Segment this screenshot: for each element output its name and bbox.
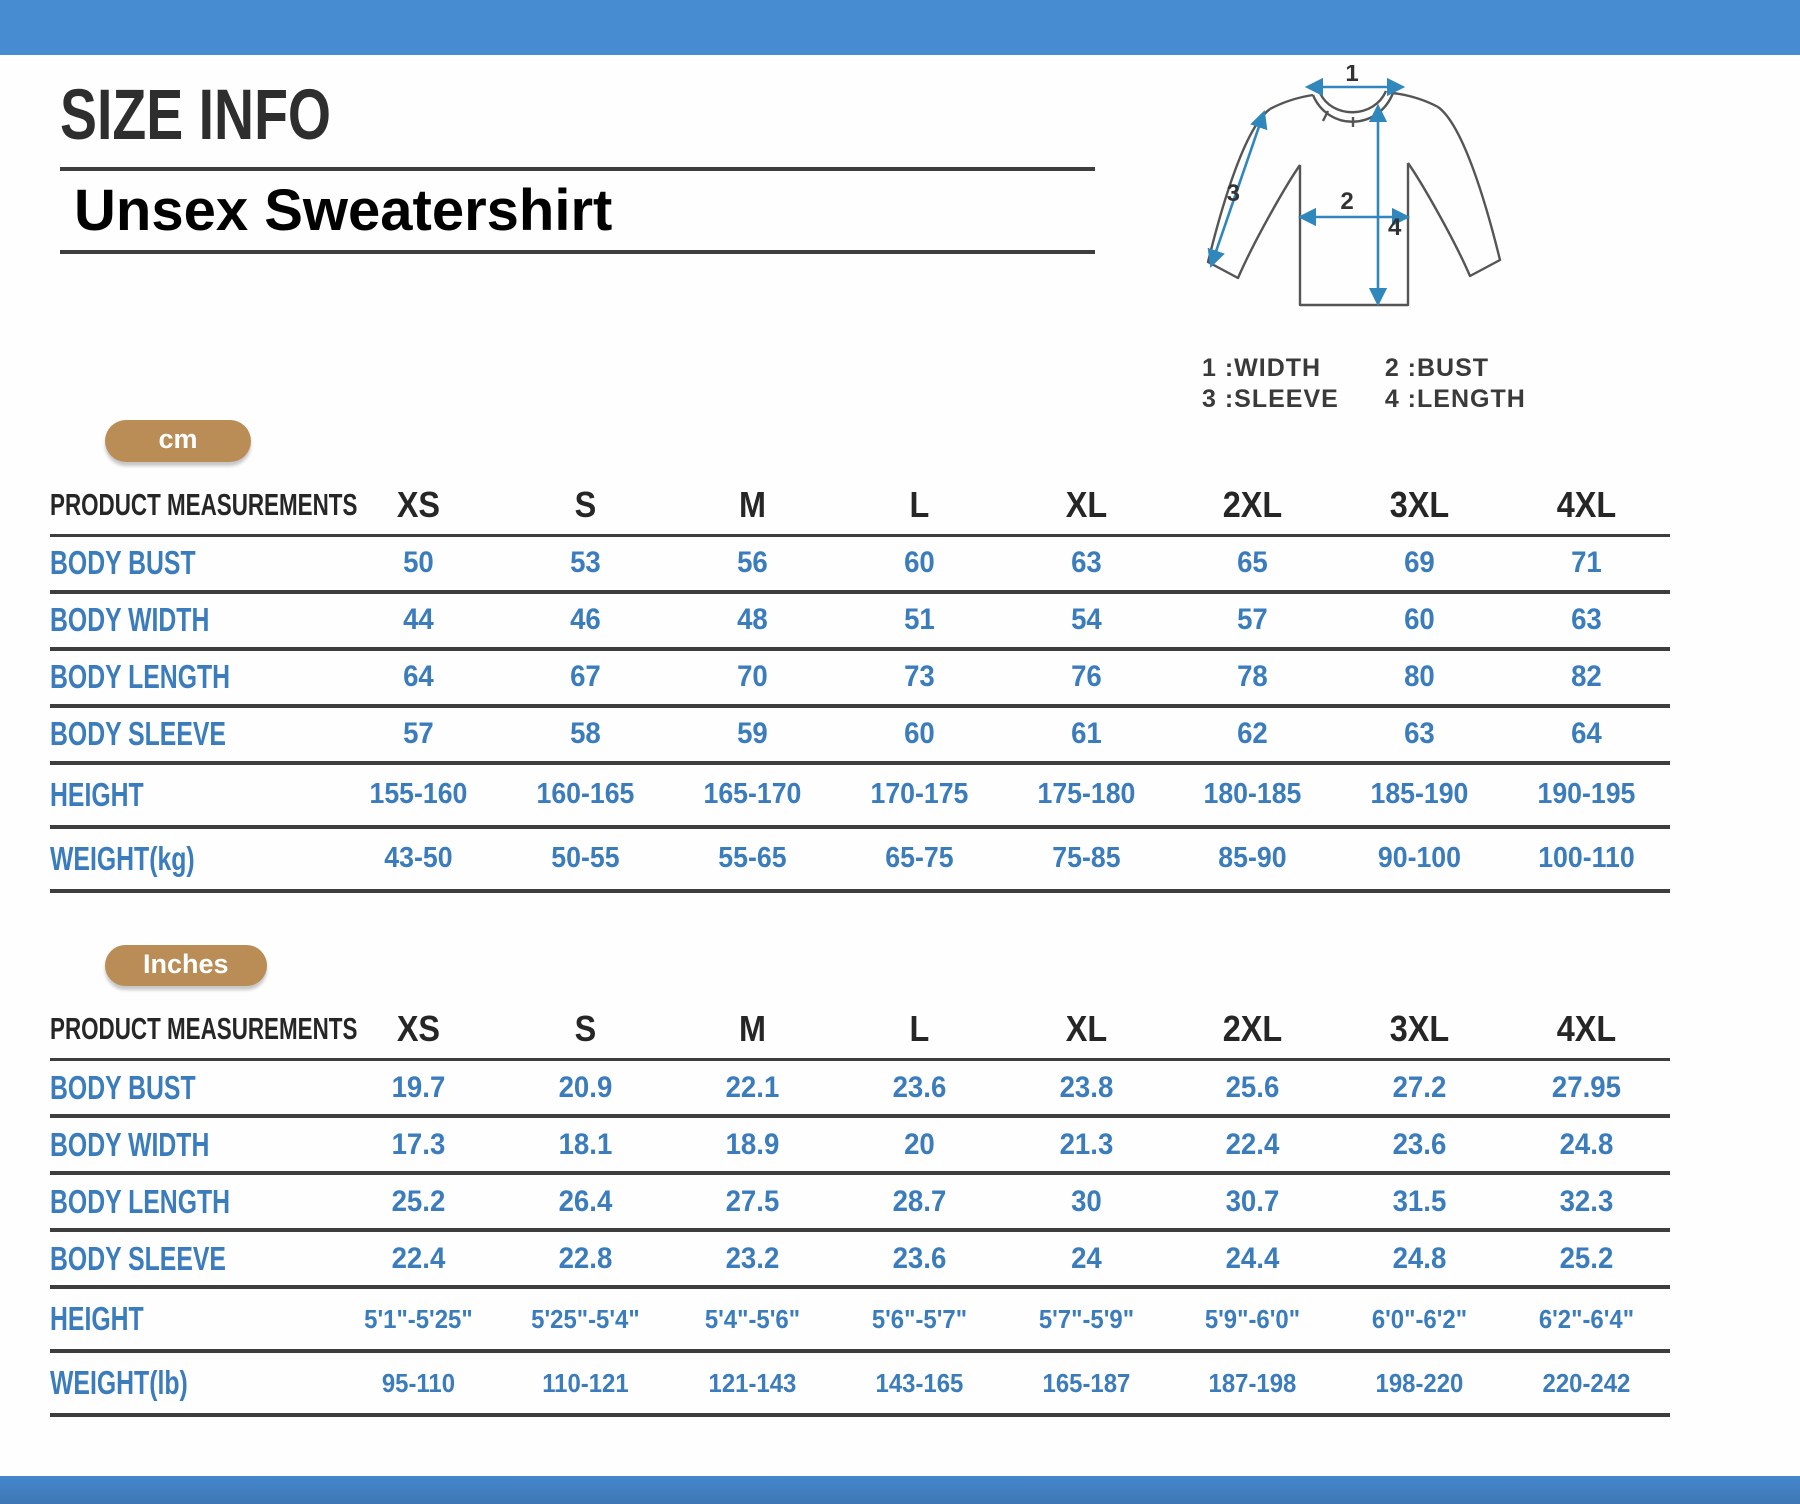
cell-value: 82	[1571, 660, 1602, 694]
size-table-inches	[50, 1000, 1670, 1417]
cell-value: 76	[1070, 660, 1102, 694]
column-header-size: 3XL	[1389, 483, 1450, 525]
cell-value: 165-170	[703, 778, 802, 811]
table-row	[50, 594, 1670, 651]
row-label: BODY SLEEVE	[50, 1239, 226, 1278]
cell-value: 5'9"-6'0"	[1205, 1303, 1301, 1334]
cell-value: 175-180	[1036, 778, 1135, 811]
row-label: BODY LENGTH	[50, 657, 231, 696]
cell-value: 27.2	[1392, 1070, 1447, 1104]
cell-value: 18.1	[558, 1127, 613, 1161]
cell-value: 23.2	[725, 1241, 780, 1275]
cell-value: 59	[736, 717, 768, 751]
cell-value: 21.3	[1059, 1127, 1113, 1161]
column-header-size: XS	[396, 1008, 441, 1050]
column-header-size: 2XL	[1223, 1008, 1283, 1050]
table-row	[50, 1118, 1670, 1175]
cell-value: 22.1	[725, 1070, 780, 1104]
cell-value: 51	[903, 603, 935, 637]
cell-value: 23.6	[892, 1241, 946, 1275]
column-header-size: XS	[396, 483, 441, 525]
cell-value: 25.2	[1559, 1241, 1614, 1275]
row-label: BODY LENGTH	[50, 1182, 231, 1221]
page-header	[0, 55, 1800, 414]
title-block	[60, 65, 1095, 254]
cell-value: 6'0"-6'2"	[1372, 1303, 1468, 1334]
column-header-size: S	[574, 1008, 597, 1050]
cell-value: 55-65	[718, 842, 787, 875]
cell-value: 85-90	[1218, 842, 1287, 875]
cell-value: 54	[1070, 603, 1102, 637]
row-label: HEIGHT	[50, 1299, 144, 1338]
product-name: Unsex Sweatershirt	[74, 178, 613, 243]
cell-value: 110-121	[542, 1367, 629, 1398]
cell-value: 22.4	[1225, 1127, 1280, 1161]
row-label: BODY WIDTH	[50, 600, 210, 639]
cell-value: 75-85	[1051, 842, 1121, 875]
cell-value: 100-110	[1538, 842, 1635, 875]
cell-value: 185-190	[1370, 778, 1469, 811]
column-header-size: XL	[1065, 483, 1107, 525]
cell-value: 56	[736, 546, 768, 580]
column-header-size: 3XL	[1389, 1008, 1450, 1050]
measurement-diagram	[1150, 65, 1550, 414]
cell-value: 5'4"-5'6"	[704, 1303, 800, 1334]
legend-length: 4 :LENGTH	[1384, 385, 1526, 413]
cell-value: 5'1"-5'25"	[364, 1303, 473, 1334]
cell-value: 80	[1404, 660, 1436, 694]
column-header-measurements: PRODUCT MEASUREMENTS	[50, 487, 358, 522]
table-row	[50, 651, 1670, 708]
table-header-row	[50, 1000, 1670, 1061]
unit-badge-cm: cm	[105, 420, 251, 462]
cell-value: 17.3	[391, 1127, 446, 1161]
cell-value: 73	[903, 660, 935, 694]
column-header-size: 4XL	[1556, 483, 1617, 525]
bottom-accent-bar	[0, 1476, 1800, 1504]
column-header-size: M	[738, 1008, 766, 1050]
cell-value: 23.8	[1059, 1070, 1113, 1104]
divider	[60, 250, 1095, 254]
cell-value: 23.6	[892, 1070, 946, 1104]
cell-value: 62	[1237, 717, 1269, 751]
cell-value: 22.4	[391, 1241, 446, 1275]
cell-value: 50-55	[551, 842, 620, 875]
column-header-size: XL	[1065, 1008, 1107, 1050]
cell-value: 220-242	[1542, 1367, 1631, 1398]
row-label: BODY WIDTH	[50, 1125, 210, 1164]
cell-value: 57	[1237, 603, 1269, 637]
table-row	[50, 765, 1670, 829]
cell-value: 121-143	[708, 1367, 797, 1398]
column-header-size: L	[909, 483, 929, 525]
cell-value: 5'6"-5'7"	[871, 1303, 967, 1334]
cell-value: 32.3	[1559, 1184, 1614, 1218]
cell-value: 44	[403, 603, 434, 637]
cell-value: 70	[736, 660, 768, 694]
page-title: SIZE INFO	[60, 74, 332, 154]
cell-value: 5'7"-5'9"	[1038, 1303, 1134, 1334]
cell-value: 22.8	[558, 1241, 613, 1275]
table-row	[50, 1353, 1670, 1417]
cell-value: 31.5	[1392, 1184, 1447, 1218]
cm-table-block	[50, 420, 1800, 893]
cell-value: 50	[403, 546, 434, 580]
cell-value: 160-165	[536, 778, 635, 811]
table-row	[50, 1289, 1670, 1353]
row-label: WEIGHT(kg)	[50, 839, 195, 878]
column-header-size: 4XL	[1556, 1008, 1617, 1050]
cell-value: 60	[903, 717, 935, 751]
cell-value: 71	[1571, 546, 1602, 580]
cell-value: 57	[403, 717, 434, 751]
cell-value: 24.8	[1392, 1241, 1447, 1275]
cell-value: 63	[1070, 546, 1102, 580]
column-header-measurements: PRODUCT MEASUREMENTS	[50, 1011, 358, 1046]
row-label: BODY SLEEVE	[50, 714, 226, 753]
cell-value: 23.6	[1392, 1127, 1447, 1161]
legend-sleeve: 3 :SLEEVE	[1202, 385, 1339, 413]
top-accent-bar	[0, 0, 1800, 55]
cell-value: 53	[569, 546, 601, 580]
marker-1-width: 1	[1345, 65, 1359, 87]
cell-value: 18.9	[725, 1127, 780, 1161]
cell-value: 19.7	[391, 1070, 446, 1104]
cell-value: 69	[1404, 546, 1436, 580]
size-table-cm	[50, 476, 1670, 893]
column-header-size: M	[738, 483, 766, 525]
cell-value: 67	[569, 660, 601, 694]
cell-value: 24	[1070, 1241, 1102, 1275]
row-label: WEIGHT(lb)	[50, 1363, 188, 1402]
cell-value: 90-100	[1378, 842, 1462, 875]
cell-value: 64	[403, 660, 434, 694]
cell-value: 65-75	[884, 842, 954, 875]
cell-value: 43-50	[384, 842, 453, 875]
cell-value: 190-195	[1537, 778, 1636, 811]
cell-value: 155-160	[369, 778, 468, 811]
inches-table-block	[50, 945, 1800, 1418]
cell-value: 165-187	[1042, 1367, 1130, 1398]
cell-value: 25.2	[391, 1184, 446, 1218]
table-row	[50, 1232, 1670, 1289]
table-row	[50, 537, 1670, 594]
cell-value: 46	[569, 603, 601, 637]
legend-width: 1 :WIDTH	[1202, 354, 1322, 382]
cell-value: 20	[903, 1127, 935, 1161]
cell-value: 30	[1070, 1184, 1102, 1218]
cell-value: 30.7	[1225, 1184, 1280, 1218]
marker-4-length: 4	[1388, 214, 1402, 241]
cell-value: 95-110	[381, 1367, 456, 1398]
cell-value: 180-185	[1203, 778, 1302, 811]
cell-value: 27.95	[1552, 1070, 1622, 1104]
unit-badge-inches: Inches	[105, 945, 267, 987]
marker-2-bust: 2	[1340, 188, 1354, 215]
cell-value: 6'2"-6'4"	[1538, 1303, 1635, 1334]
cell-value: 58	[569, 717, 601, 751]
table-header-row	[50, 476, 1670, 537]
cell-value: 60	[903, 546, 935, 580]
cell-value: 198-220	[1375, 1367, 1464, 1398]
legend-bust: 2 :BUST	[1384, 354, 1490, 382]
column-header-size: L	[909, 1008, 929, 1050]
cell-value: 78	[1237, 660, 1269, 694]
cell-value: 28.7	[892, 1184, 946, 1218]
divider	[60, 167, 1095, 171]
cell-value: 187-198	[1208, 1367, 1297, 1398]
row-label: BODY BUST	[50, 1068, 196, 1107]
cell-value: 61	[1070, 717, 1102, 751]
cell-value: 63	[1404, 717, 1436, 751]
row-label: HEIGHT	[50, 775, 144, 814]
row-label: BODY BUST	[50, 543, 196, 582]
table-row	[50, 708, 1670, 765]
table-row	[50, 1061, 1670, 1118]
cell-value: 24.4	[1225, 1241, 1280, 1275]
column-header-size: S	[574, 483, 597, 525]
cell-value: 170-175	[870, 778, 969, 811]
cell-value: 60	[1404, 603, 1436, 637]
cell-value: 27.5	[725, 1184, 780, 1218]
cell-value: 25.6	[1225, 1070, 1280, 1104]
table-row	[50, 829, 1670, 893]
cell-value: 24.8	[1559, 1127, 1614, 1161]
column-header-size: 2XL	[1223, 483, 1283, 525]
cell-value: 5'25"-5'4"	[531, 1303, 640, 1334]
cell-value: 63	[1571, 603, 1602, 637]
cell-value: 26.4	[558, 1184, 613, 1218]
cell-value: 64	[1571, 717, 1602, 751]
cell-value: 20.9	[558, 1070, 613, 1104]
diagram-legend	[1150, 354, 1550, 414]
cell-value: 143-165	[875, 1367, 963, 1398]
tables-area	[0, 420, 1800, 1417]
cell-value: 65	[1237, 546, 1269, 580]
sweatshirt-diagram-icon	[1150, 65, 1550, 347]
table-row	[50, 1175, 1670, 1232]
cell-value: 48	[736, 603, 768, 637]
marker-3-sleeve: 3	[1226, 180, 1240, 207]
